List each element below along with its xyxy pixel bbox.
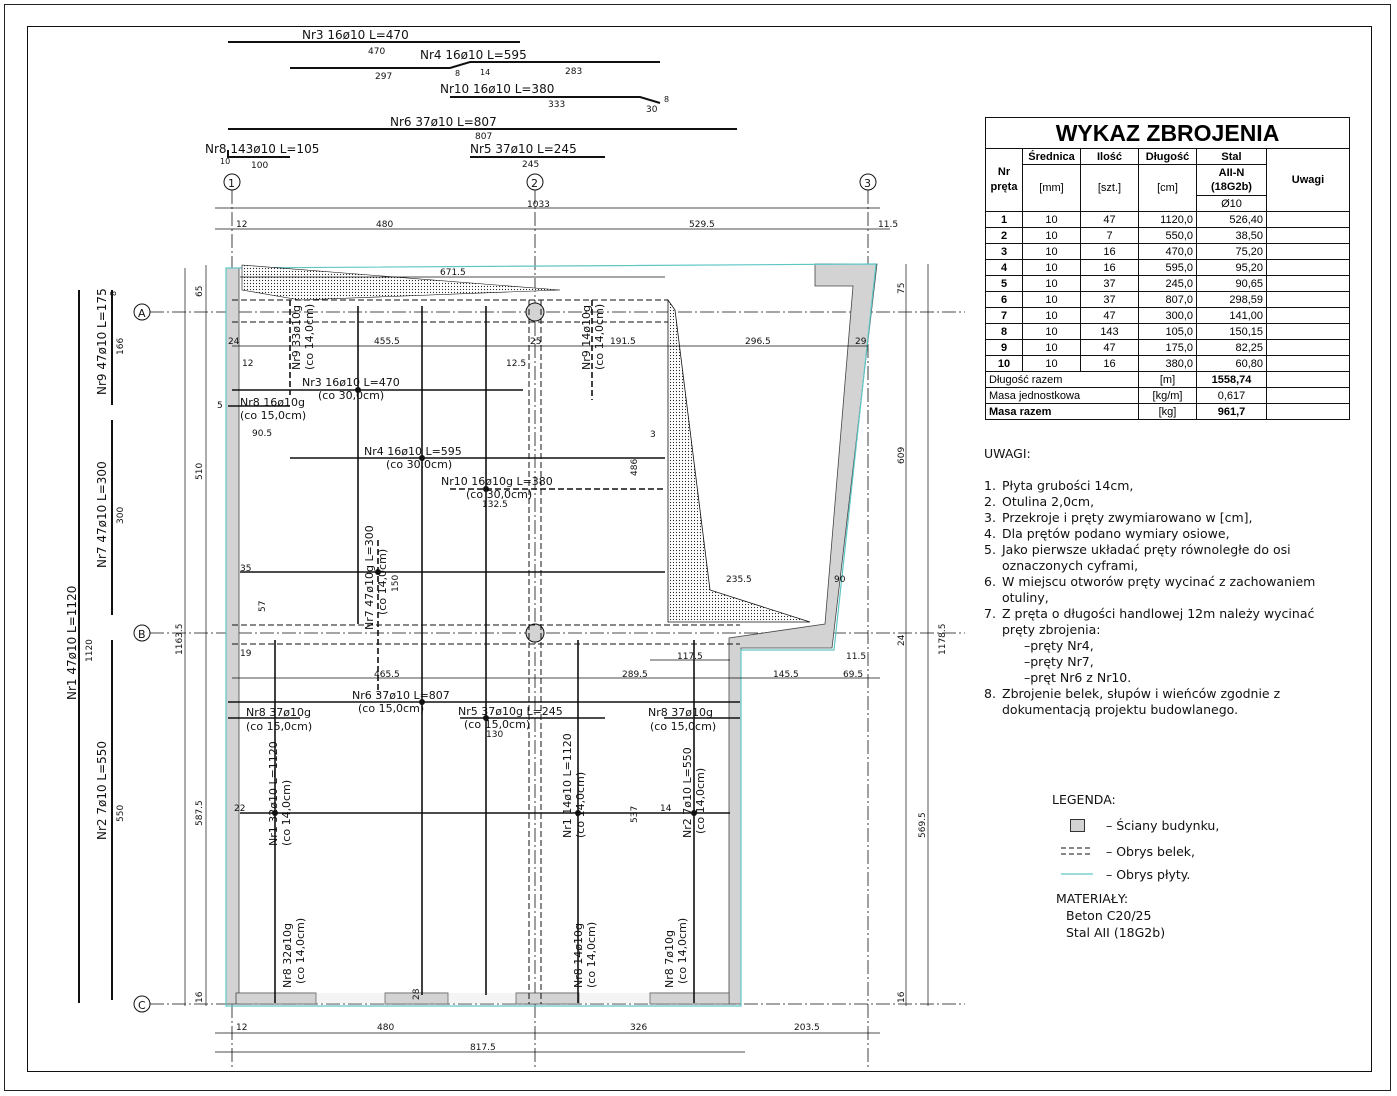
- dim-right-11785: 1178.5: [938, 623, 948, 655]
- cell-stal: 298,59: [1197, 292, 1267, 308]
- cell-srednica: 10: [1023, 260, 1081, 276]
- note-subitem: –pręty Nr7,: [1024, 654, 1094, 669]
- axis-C-label: C: [138, 999, 146, 1012]
- cell-dlugosc: 807,0: [1139, 292, 1197, 308]
- label-nr3-spacing: (co 30,0cm): [318, 389, 385, 402]
- cell-stal: 60,80: [1197, 356, 1267, 372]
- label-nr8-c: Nr8 37ø10g: [648, 706, 713, 719]
- dim-24a: 24: [228, 337, 240, 347]
- label-nr8-a: Nr8 16ø10g: [240, 396, 305, 409]
- dim-1325: 132.5: [482, 500, 508, 510]
- dim-3: 3: [650, 430, 656, 440]
- label-nr2-spacing: (co 14,0cm): [694, 767, 707, 834]
- note-text: Przekroje i pręty zwymiarowano w [cm],: [1002, 510, 1253, 525]
- label-nr5-spacing: (co 15,0cm): [464, 718, 531, 731]
- cell-ilosc: 16: [1081, 356, 1139, 372]
- cell-stal: 526,40: [1197, 212, 1267, 228]
- cell-nr: 5: [986, 276, 1023, 292]
- note-text: W miejscu otworów pręty wycinać z zachowaniem otuliny,: [1002, 574, 1316, 605]
- cell-uwagi: [1267, 308, 1350, 324]
- legend-label: – Obrys belek,: [1106, 843, 1196, 859]
- dim-486: 486: [630, 458, 640, 476]
- note-subitem: –pręty Nr4,: [1024, 638, 1094, 653]
- rebar-schedule-table: [985, 117, 1349, 424]
- bar-sketches: [205, 28, 737, 171]
- label-nr1-a: Nr1 32ø10 L=1120: [267, 741, 280, 846]
- summary-label: Długość razem: [986, 372, 1139, 388]
- cell-uwagi: [1267, 292, 1350, 308]
- note-item: [984, 526, 1344, 542]
- label-nr8-f: Nr8 7ø10g: [663, 930, 676, 988]
- table-row: [986, 340, 1350, 356]
- cell-uwagi: [1267, 276, 1350, 292]
- cell-nr: 6: [986, 292, 1023, 308]
- dim-14: 14: [660, 804, 672, 814]
- note-subitem: –pręt Nr6 z Nr10.: [1024, 670, 1132, 685]
- bar-label-nr4: Nr4 16ø10 L=595: [420, 48, 527, 62]
- cell-srednica: 10: [1023, 212, 1081, 228]
- dashed-lines-icon: [1060, 845, 1094, 857]
- cell-uwagi: [1267, 356, 1350, 372]
- cell-stal: 75,20: [1197, 244, 1267, 260]
- note-text: Otulina 2,0cm,: [1002, 494, 1095, 509]
- bar-dim-nr10-c: 8: [664, 95, 670, 104]
- dim-bot-12: 12: [236, 1023, 248, 1033]
- dim-22: 22: [234, 804, 246, 814]
- dim-1455: 145.5: [773, 670, 799, 680]
- summary-label: Masa jednostkowa: [986, 388, 1139, 404]
- note-number: 4.: [984, 526, 996, 541]
- cell-uwagi: [1267, 324, 1350, 340]
- note-text: Z pręta o długości handlowej 12m należy wycinać pręty zbrojenia:: [1002, 606, 1315, 637]
- dim-2355: 235.5: [726, 575, 752, 585]
- cell-nr: 9: [986, 340, 1023, 356]
- wall-swatch-icon: [1060, 819, 1094, 832]
- cell-uwagi: [1267, 244, 1350, 260]
- table-row: [986, 244, 1350, 260]
- label-nr8-d: Nr8 32ø10g: [281, 923, 294, 988]
- label-nr9-right: Nr9 14ø10g: [580, 305, 593, 370]
- axis-2-label: 2: [531, 177, 538, 190]
- summary-label: Masa razem: [986, 404, 1139, 420]
- table-row: [986, 212, 1350, 228]
- summary-unit: [m]: [1139, 372, 1197, 388]
- dim-25a: 25: [530, 337, 542, 347]
- cell-uwagi: [1267, 260, 1350, 276]
- dim-4655: 465.5: [374, 670, 400, 680]
- cell-nr: 8: [986, 324, 1023, 340]
- label-nr9-top-spacing: (co 14,0cm): [303, 303, 316, 370]
- cell-ilosc: 37: [1081, 292, 1139, 308]
- summary-empty: [1267, 404, 1350, 420]
- cell-dlugosc: 470,0: [1139, 244, 1197, 260]
- bar-dim-nr10-a: 333: [548, 100, 566, 110]
- bar-dim-nr3: 470: [368, 47, 386, 57]
- summary-value: 1558,74: [1197, 372, 1267, 388]
- legend-title: LEGENDA:: [1052, 792, 1116, 807]
- note-text: Dla prętów podano wymiary osiowe,: [1002, 526, 1230, 541]
- bar-label-nr10: Nr10 16ø10 L=380: [440, 82, 555, 96]
- cell-dlugosc: 175,0: [1139, 340, 1197, 356]
- cell-dlugosc: 1120,0: [1139, 212, 1197, 228]
- col-ilosc-header: Ilość: [1081, 149, 1139, 165]
- dim-right-609: 609: [897, 446, 907, 464]
- walls: [226, 264, 877, 1004]
- dim-bot-2035: 203.5: [794, 1023, 820, 1033]
- cell-srednica: 10: [1023, 356, 1081, 372]
- bar-dim-nr6: 807: [475, 132, 493, 142]
- bar-label-nr6: Nr6 37ø10 L=807: [390, 115, 497, 129]
- dim-left-510: 510: [195, 462, 205, 480]
- rebar-labels: [240, 304, 716, 988]
- label-nr3: Nr3 16ø10 L=470: [302, 376, 400, 389]
- summary-value: 961,7: [1197, 404, 1267, 420]
- cell-uwagi: [1267, 228, 1350, 244]
- dim-537: 537: [630, 805, 640, 823]
- table-row: [986, 324, 1350, 340]
- cell-uwagi: [1267, 340, 1350, 356]
- dim-right-75: 75: [897, 282, 907, 294]
- opening-hatch: [240, 264, 810, 625]
- table-row: [986, 276, 1350, 292]
- label-nr7-spacing: (co 14,0cm): [376, 548, 389, 615]
- bar-dim-nr9-hook: 8: [109, 290, 118, 296]
- table-row: [986, 308, 1350, 324]
- label-nr9-right-spacing: (co 14,0cm): [593, 303, 606, 370]
- col-dlugosc-header: Długość: [1139, 149, 1197, 165]
- dim-right-16: 16: [897, 991, 907, 1003]
- note-number: 7.: [984, 606, 996, 621]
- legend-label: – Obrys płyty.: [1106, 866, 1191, 882]
- label-nr6-spacing: (co 15,0cm): [358, 702, 425, 715]
- stal-grade: AII-N (18G2b): [1197, 165, 1267, 196]
- unit-mm: [mm]: [1023, 165, 1081, 212]
- summary-empty: [1267, 372, 1350, 388]
- cell-ilosc: 47: [1081, 212, 1139, 228]
- legend-item-beams: [1060, 842, 1195, 860]
- notes-section: [984, 446, 1344, 718]
- dim-19: 19: [240, 649, 252, 659]
- table-row: [986, 356, 1350, 372]
- unit-szt: [szt.]: [1081, 165, 1139, 212]
- note-number: 1.: [984, 478, 996, 493]
- cell-ilosc: 7: [1081, 228, 1139, 244]
- label-nr5: Nr5 37ø10g L=245: [458, 705, 563, 718]
- dim-125: 12.5: [506, 359, 527, 369]
- note-number: 3.: [984, 510, 996, 525]
- dim-695: 69.5: [843, 670, 864, 680]
- note-number: 5.: [984, 542, 996, 557]
- unit-cm: [cm]: [1139, 165, 1197, 212]
- bar-label-nr2: Nr2 7ø10 L=550: [95, 740, 109, 840]
- label-nr4-spacing: (co 30,0cm): [386, 458, 453, 471]
- cell-nr: 3: [986, 244, 1023, 260]
- dim-28: 28: [412, 988, 422, 1000]
- cell-stal: 38,50: [1197, 228, 1267, 244]
- dim-57: 57: [258, 600, 268, 612]
- dim-12a: 12: [242, 359, 254, 369]
- notes-list: [984, 478, 1344, 718]
- cell-ilosc: 47: [1081, 340, 1139, 356]
- table-row: [986, 260, 1350, 276]
- dim-35: 35: [240, 564, 252, 574]
- bar-label-nr5: Nr5 37ø10 L=245: [470, 142, 577, 156]
- material-steel: Stal AII (18G2b): [1066, 925, 1166, 940]
- bar-dim-nr4-a: 297: [375, 72, 393, 82]
- label-nr8-b: Nr8 37ø10g: [246, 706, 311, 719]
- bar-dim-nr4-b: 283: [565, 67, 583, 77]
- note-item: [984, 542, 1344, 574]
- bar-label-nr1: Nr1 47ø10 L=1120: [65, 585, 79, 700]
- table-body: [986, 212, 1350, 372]
- dim-left-16: 16: [195, 991, 205, 1003]
- note-item: [984, 478, 1344, 494]
- cell-dlugosc: 245,0: [1139, 276, 1197, 292]
- label-nr8-e: Nr8 14ø10g: [572, 923, 585, 988]
- note-item: [984, 574, 1344, 606]
- dim-top-12: 12: [236, 220, 248, 230]
- notes-heading: UWAGI:: [984, 446, 1031, 461]
- dim-29: 29: [855, 337, 867, 347]
- dim-top-480: 480: [376, 220, 394, 230]
- bar-dim-nr8-hook: 10: [220, 157, 231, 166]
- dim-150: 150: [391, 574, 401, 592]
- material-concrete: Beton C20/25: [1066, 908, 1152, 923]
- note-text: Jako pierwsze układać pręty równoległe do osi oznaczonych cyframi,: [1002, 542, 1291, 573]
- dim-left-5875: 587.5: [195, 800, 205, 826]
- cell-uwagi: [1267, 212, 1350, 228]
- bar-sketches-left: [65, 288, 126, 1003]
- cell-stal: 95,20: [1197, 260, 1267, 276]
- label-nr9-top: Nr9 33ø10g: [290, 305, 303, 370]
- note-number: 8.: [984, 686, 996, 701]
- bar-dim-nr8: 100: [251, 161, 269, 171]
- table-row: [986, 228, 1350, 244]
- cell-srednica: 10: [1023, 244, 1081, 260]
- bar-label-nr8: Nr8 143ø10 L=105: [205, 142, 320, 156]
- cell-srednica: 10: [1023, 276, 1081, 292]
- cell-dlugosc: 300,0: [1139, 308, 1197, 324]
- cell-nr: 2: [986, 228, 1023, 244]
- cell-nr: 7: [986, 308, 1023, 324]
- note-text: Zbrojenie belek, słupów i wieńców zgodnie z dokumentacją projektu budowlanego.: [1002, 686, 1281, 717]
- note-text: Płyta grubości 14cm,: [1002, 478, 1134, 493]
- dim-130: 130: [486, 730, 504, 740]
- label-nr8-b-spacing: (co 15,0cm): [246, 720, 313, 733]
- label-nr6: Nr6 37ø10 L=807: [352, 689, 450, 702]
- label-nr8-f-spacing: (co 14,0cm): [676, 917, 689, 984]
- label-nr2: Nr2 7ø10 L=550: [681, 747, 694, 838]
- legend-item-slab: [1060, 865, 1190, 883]
- note-number: 6.: [984, 574, 996, 589]
- legend-item-walls: [1060, 816, 1219, 834]
- cell-srednica: 10: [1023, 340, 1081, 356]
- cell-ilosc: 16: [1081, 244, 1139, 260]
- bar-dim-nr5: 245: [522, 160, 540, 170]
- dim-bot-326: 326: [630, 1023, 648, 1033]
- dim-left-11635: 1163.5: [175, 623, 185, 655]
- label-nr8-d-spacing: (co 14,0cm): [294, 917, 307, 984]
- cell-ilosc: 47: [1081, 308, 1139, 324]
- dim-115b: 11.5: [846, 652, 867, 662]
- label-nr1-b-spacing: (co 14,0cm): [574, 771, 587, 838]
- col-uwagi-header: Uwagi: [1267, 149, 1350, 212]
- cell-srednica: 10: [1023, 228, 1081, 244]
- label-nr10-spacing: (co 30,0cm): [466, 488, 533, 501]
- note-item: [984, 686, 1344, 718]
- label-nr1-a-spacing: (co 14,0cm): [280, 779, 293, 846]
- note-item: [984, 606, 1344, 638]
- dim-bot-480: 480: [377, 1023, 395, 1033]
- bar-dim-nr10-b: 30: [646, 105, 658, 115]
- bar-label-nr7: Nr7 47ø10 L=300: [95, 461, 109, 568]
- table-title: WYKAZ ZBROJENIA: [986, 118, 1350, 149]
- bar-label-nr3: Nr3 16ø10 L=470: [302, 28, 409, 42]
- dim-right-5695: 569.5: [918, 812, 928, 838]
- cell-ilosc: 37: [1081, 276, 1139, 292]
- bar-dim-nr1: 1120: [85, 639, 95, 662]
- bar-dim-nr2: 550: [116, 804, 126, 822]
- dim-5: 5: [217, 401, 223, 411]
- table-row: [986, 292, 1350, 308]
- bar-label-nr9: Nr9 47ø10 L=175: [95, 288, 109, 395]
- cell-dlugosc: 105,0: [1139, 324, 1197, 340]
- note-number: 2.: [984, 494, 996, 509]
- stal-diameter: Ø10: [1197, 196, 1267, 212]
- dim-right-24: 24: [897, 634, 907, 646]
- note-item: [984, 494, 1344, 510]
- bar-nodes: [272, 387, 697, 816]
- label-nr10: Nr10 16ø10g L=380: [441, 475, 553, 488]
- axis-3-label: 3: [864, 177, 871, 190]
- axis-A-label: A: [138, 307, 146, 320]
- cell-dlugosc: 380,0: [1139, 356, 1197, 372]
- label-nr8-a-spacing: (co 15,0cm): [240, 409, 307, 422]
- cell-dlugosc: 550,0: [1139, 228, 1197, 244]
- cyan-line-icon: [1060, 871, 1094, 877]
- label-nr4: Nr4 16ø10 L=595: [364, 445, 462, 458]
- dim-6715: 671.5: [440, 268, 466, 278]
- note-item: [984, 510, 1344, 526]
- cell-nr: 4: [986, 260, 1023, 276]
- cell-dlugosc: 595,0: [1139, 260, 1197, 276]
- cell-stal: 82,25: [1197, 340, 1267, 356]
- summary-unit: [kg/m]: [1139, 388, 1197, 404]
- dim-top-5295: 529.5: [689, 220, 715, 230]
- label-nr7: Nr7 47ø10g L=300: [363, 525, 376, 630]
- legend-label: – Ściany budynku,: [1106, 817, 1220, 833]
- cell-stal: 141,00: [1197, 308, 1267, 324]
- col-stal-header: Stal: [1197, 149, 1267, 165]
- summary-value: 0,617: [1197, 388, 1267, 404]
- cell-srednica: 10: [1023, 324, 1081, 340]
- dim-2965: 296.5: [745, 337, 771, 347]
- cell-stal: 150,15: [1197, 324, 1267, 340]
- dim-905: 90.5: [252, 429, 273, 439]
- bar-dim-nr7: 300: [116, 506, 126, 524]
- bar-dim-nr4-c: 8: [455, 69, 461, 78]
- dim-bot-8175: 817.5: [470, 1043, 496, 1053]
- bar-dim-nr9: 166: [116, 337, 126, 355]
- cell-nr: 10: [986, 356, 1023, 372]
- axis-1-label: 1: [228, 177, 235, 190]
- dim-90: 90: [834, 575, 846, 585]
- dim-top-115: 11.5: [878, 220, 899, 230]
- materials-title: MATERIAŁY:: [1056, 891, 1129, 906]
- dim-2895: 289.5: [622, 670, 648, 680]
- cell-srednica: 10: [1023, 308, 1081, 324]
- cell-ilosc: 16: [1081, 260, 1139, 276]
- dim-4555: 455.5: [374, 337, 400, 347]
- cell-srednica: 10: [1023, 292, 1081, 308]
- dim-left-65: 65: [195, 285, 205, 297]
- bar-dim-nr4-d: 14: [480, 68, 491, 77]
- label-nr1-b: Nr1 14ø10 L=1120: [561, 733, 574, 838]
- label-nr8-c-spacing: (co 15,0cm): [650, 720, 717, 733]
- dim-1175: 117.5: [677, 652, 703, 662]
- summary-empty: [1267, 388, 1350, 404]
- axis-B-label: B: [138, 628, 146, 641]
- summary-unit: [kg]: [1139, 404, 1197, 420]
- cell-stal: 90,65: [1197, 276, 1267, 292]
- cell-ilosc: 143: [1081, 324, 1139, 340]
- dim-top-total: 1033: [527, 200, 550, 210]
- label-nr8-e-spacing: (co 14,0cm): [585, 921, 598, 988]
- dim-1915: 191.5: [610, 337, 636, 347]
- col-nr-header: Nr pręta: [986, 149, 1023, 212]
- col-srednica-header: Średnica: [1023, 149, 1081, 165]
- cell-nr: 1: [986, 212, 1023, 228]
